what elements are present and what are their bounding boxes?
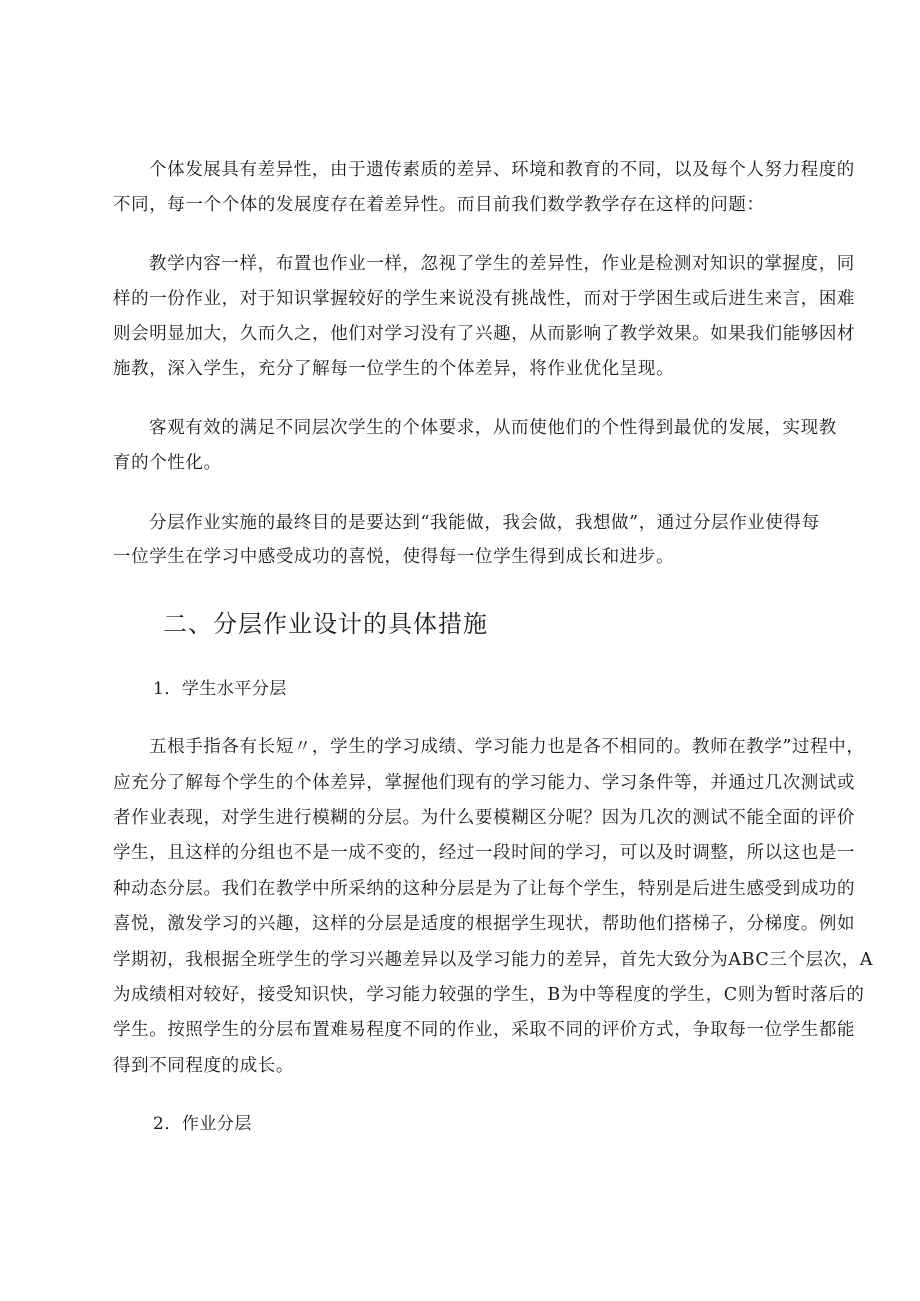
paragraph-5-line-7: 学期初，我根据全班学生的学习兴趣差异以及学习能力的差异，首先大致分为ABC三个层次，A	[113, 950, 874, 970]
paragraph-5-line-9: 学生。按照学生的分层布置难易程度不同的作业，采取不同的评价方式，争取每一位学生都能	[113, 1020, 856, 1040]
paragraph-5-line-6: 喜悦，激发学习的兴趣，这样的分层是适度的根据学生现状，帮助他们搭梯子，分梯度。例如	[113, 914, 856, 934]
paragraph-5-line-1: 五根手指各有长短〃，学生的学习成绩、学习能力也是各不相同的。教师在教学”过程中，	[149, 737, 865, 757]
paragraph-2-line-1: 教学内容一样，布置也作业一样，忽视了学生的差异性，作业是检测对知识的掌握度，同	[149, 254, 855, 274]
paragraph-5-line-5: 种动态分层。我们在教学中所采纳的这种分层是为了让每个学生，特别是后进生感受到成功的	[113, 879, 856, 899]
paragraph-1-line-1: 个体发展具有差异性，由于遗传素质的差异、环境和教育的不同，以及每个人努力程度的	[149, 160, 855, 180]
subsection-heading-1: 1．学生水平分层	[153, 679, 287, 699]
paragraph-5-line-10: 得到不同程度的成长。	[113, 1056, 294, 1076]
paragraph-5-line-2: 应充分了解每个学生的个体差异，掌握他们现有的学习能力、学习条件等，并通过几次测试或	[113, 773, 856, 793]
subsection-heading-2: 2．作业分层	[153, 1114, 252, 1134]
paragraph-4-line-2: 一位学生在学习中感受成功的喜悦，使得每一位学生得到成长和进步。	[113, 547, 675, 567]
paragraph-5-line-8: 为成绩相对较好，接受知识快，学习能力较强的学生，B为中等程度的学生，C则为暂时落后的	[113, 985, 865, 1005]
paragraph-3-line-2: 育的个性化。	[113, 453, 222, 473]
paragraph-4-line-1: 分层作业实施的最终目的是要达到“我能做，我会做，我想做”，通过分层作业使得每	[149, 513, 820, 533]
paragraph-5-line-3: 者作业表现，对学生进行模糊的分层。为什么要模糊区分呢？因为几次的测试不能全面的评价	[113, 808, 856, 828]
paragraph-2-line-2: 样的一份作业，对于知识掌握较好的学生来说没有挑战性，而对于学困生或后进生来言，困难	[113, 289, 856, 309]
paragraph-2-line-3: 则会明显加大，久而久之，他们对学习没有了兴趣，从而影响了教学效果。如果我们能够因材	[113, 324, 856, 344]
section-heading: 二、分层作业设计的具体措施	[163, 610, 488, 638]
paragraph-3-line-1: 客观有效的满足不同层次学生的个体要求，从而使他们的个性得到最优的发展，实现教	[149, 418, 837, 438]
paragraph-1-line-2: 不同，每一个个体的发展度存在着差异性。而目前我们数学教学存在这样的问题：	[113, 195, 765, 215]
paragraph-5-line-4: 学生，且这样的分组也不是一成不变的，经过一段时间的学习，可以及时调整，所以这也是一	[113, 843, 856, 863]
paragraph-2-line-4: 施教，深入学生，充分了解每一位学生的个体差异，将作业优化呈现。	[113, 359, 675, 379]
